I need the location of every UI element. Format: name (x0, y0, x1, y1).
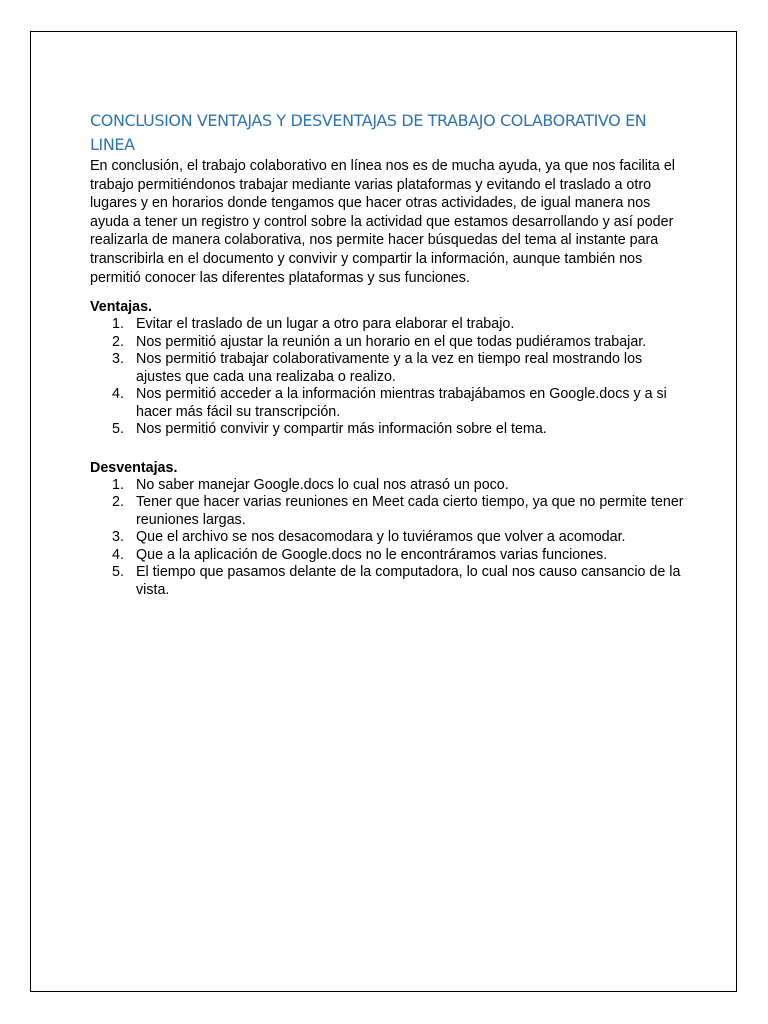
list-item (90, 494, 685, 529)
list-item (90, 547, 685, 565)
list-text: Nos permitió ajustar la reunión a un horario en el que todas pudiéramos trabajar. (136, 333, 647, 350)
list-number: 4. (112, 386, 124, 403)
spacer (90, 439, 685, 459)
ventajas-list (90, 316, 685, 439)
list-item (90, 529, 685, 547)
list-text: Tener que hacer varias reuniones en Meet cada cierto tiempo, ya que no permite tener reuniones largas. (136, 494, 684, 528)
list-number: 2. (112, 333, 124, 350)
list-number: 5. (112, 421, 124, 438)
conclusion-paragraph: En conclusión, el trabajo colaborativo en línea nos es de mucha ayuda, ya que nos facilita el trabajo permitiéndonos trabajar mediante varias plataformas y evitando el traslado a otro lugares y en horarios donde tengamos que hacer otras actividades, de igual manera nos ayuda a tener un registro y control sobre la actividad que estamos desarrollando y así poder realizarla de manera colaborativa, nos permite hacer búsquedas del tema al instante para transcribirla en el documento y convivir y compartir la información, aunque también nos permitió conocer las diferentes plataformas y sus funciones. (90, 158, 675, 286)
list-text: Que el archivo se nos desacomodara y lo tuviéramos que volver a acomodar. (136, 529, 626, 546)
list-number: 4. (112, 546, 124, 563)
ventajas-title: Ventajas. (90, 299, 152, 316)
list-text: No saber manejar Google.docs lo cual nos atrasó un poco. (136, 476, 509, 493)
list-item (90, 477, 685, 495)
document-heading: CONCLUSION VENTAJAS Y DESVENTAJAS DE TRABAJO COLABORATIVO EN LINEA (90, 111, 647, 154)
list-item (90, 421, 685, 439)
list-number: 1. (112, 316, 124, 333)
list-number: 1. (112, 476, 124, 493)
list-number: 2. (112, 494, 124, 511)
list-number: 3. (112, 351, 124, 368)
list-text: Nos permitió acceder a la información mientras trabajábamos en Google.docs y a si hacer más fácil su transcripción. (136, 386, 667, 420)
list-number: 5. (112, 564, 124, 581)
document-content (90, 109, 685, 599)
list-item (90, 386, 685, 421)
list-text: Nos permitió trabajar colaborativamente y a la vez en tiempo real mostrando los ajustes que cada una realizaba o realizo. (136, 351, 643, 385)
list-number: 3. (112, 529, 124, 546)
list-item (90, 564, 685, 599)
list-text: Evitar el traslado de un lugar a otro para elaborar el trabajo. (136, 316, 515, 333)
list-item (90, 351, 685, 386)
list-item (90, 334, 685, 352)
list-text: El tiempo que pasamos delante de la computadora, lo cual nos causo cansancio de la vista. (136, 564, 681, 598)
spacer (90, 287, 685, 298)
list-text: Nos permitió convivir y compartir más información sobre el tema. (136, 421, 547, 438)
document-page (30, 31, 737, 992)
list-item (90, 316, 685, 334)
desventajas-list (90, 477, 685, 600)
desventajas-title: Desventajas. (90, 459, 178, 476)
list-text: Que a la aplicación de Google.docs no le encontráramos varias funciones. (136, 546, 608, 563)
